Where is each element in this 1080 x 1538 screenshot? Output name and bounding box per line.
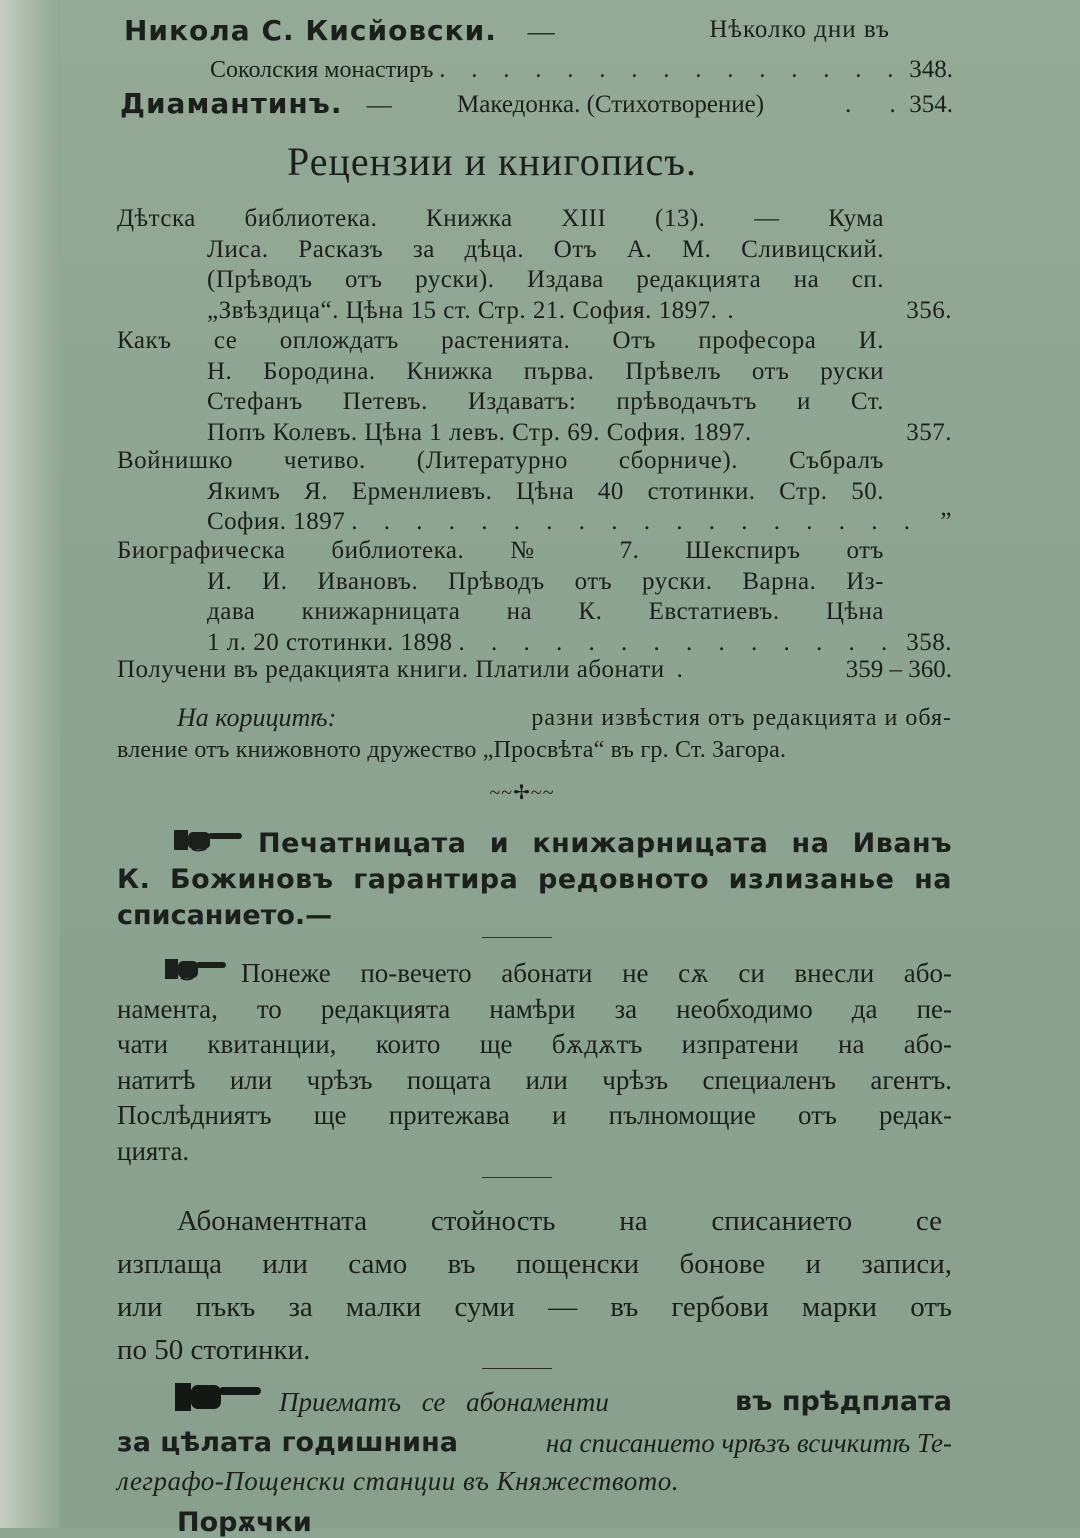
leader-dots — [439, 57, 903, 84]
notice-line: Приематъ се абонаменти — [279, 1387, 609, 1417]
notice-line: К. Божиновъ гарантира редовното излизанье на — [117, 864, 952, 895]
notice-line: Абонаментната стойность на списанието се — [177, 1205, 942, 1237]
covers-note — [117, 702, 952, 766]
leader-dots — [459, 628, 901, 659]
pointing-hand-icon — [165, 956, 227, 992]
review-line: Дѣтска библиотека. Книжка XIII (13). — Кума — [117, 205, 884, 232]
ornament-divider: ~~✢~~ — [489, 782, 555, 804]
toc-dash: — — [527, 16, 555, 46]
received-page: 359 – 360. — [845, 656, 952, 683]
review-entry — [117, 326, 952, 448]
pointing-hand-icon — [174, 826, 244, 862]
review-line: И. И. Ивановъ. Прѣводъ отъ руски. Варна. Из- — [207, 567, 884, 595]
review-line: 1 л. 20 стотинки. 1898 — [207, 628, 453, 656]
covers-text: разни извѣстия отъ редакцията и обя- — [531, 705, 952, 731]
notice-line: леграфо-Пощенски станции въ Княжеството. — [117, 1466, 680, 1496]
toc-dash: — — [366, 92, 392, 119]
notice-line: въ прѣдплата — [735, 1386, 952, 1417]
leader-dots-short: . . — [845, 91, 912, 118]
notice-line: изплаща или само въ пощенски бонове и записи, — [117, 1248, 952, 1280]
notice-line: или пъкъ за малки суми — въ гербови марки отъ — [117, 1291, 952, 1323]
notice-line: за цѣлата годишнина — [117, 1427, 458, 1458]
toc-author: Никола С. Кисйовски. — [124, 14, 497, 47]
review-line: Стефанъ Петевъ. Издаватъ: прѣводачътъ и Ст. — [207, 388, 884, 415]
section-rule — [482, 1177, 552, 1178]
review-line: Попъ Колевъ. Цѣна 1 левъ. Стр. 69. София. 1897. — [207, 418, 752, 446]
review-page: ” — [940, 508, 952, 535]
notice-line: Понеже по-вечето абонати не сѫ си внесли або- — [241, 958, 952, 988]
pointing-hand-icon — [175, 1380, 263, 1424]
toc-page: 348. — [909, 56, 953, 83]
review-line: Войнишко четиво. (Литературно сборниче). Събралъ — [117, 447, 884, 474]
review-line: Лиса. Расказъ за дѣца. Отъ А. М. Сливицский. — [207, 235, 884, 263]
received-text: Получени въ редакцията книги. Платили абонати — [117, 656, 665, 683]
review-line: „Звѣздица“. Цѣна 15 ст. Стр. 21. София. 1897. — [207, 296, 718, 324]
review-page: 357. — [906, 418, 952, 446]
leader-dots: . — [676, 656, 683, 683]
review-line: София. 1897 — [207, 508, 346, 535]
toc-entry — [120, 87, 953, 123]
section-rule — [482, 1368, 552, 1369]
review-entry — [117, 536, 952, 658]
received-entry — [117, 656, 952, 684]
review-line: Н. Бородина. Книжка първа. Прѣвелъ отъ руски — [207, 357, 884, 385]
toc-title: Македонка. (Стихотворение) — [457, 91, 765, 118]
review-page: 358. — [906, 628, 952, 656]
notice-subscriptions — [117, 1380, 952, 1500]
covers-label: На корицитѣ: — [177, 703, 337, 732]
notice-line: Печатницата и книжарницата на Иванъ — [258, 828, 952, 859]
toc-title: Нѣколко дни въ — [709, 16, 890, 43]
notice-line: списанието.— — [117, 900, 333, 931]
notice-payment — [117, 1200, 952, 1372]
review-line: Якимъ Я. Ерменлиевъ. Цѣна 40 стотинки. Стр. 50. — [207, 477, 884, 505]
notice-receipts — [117, 956, 952, 1169]
review-line: Биографическа библиотека. № 7. Шекспиръ отъ — [117, 537, 884, 564]
review-line: (Прѣводъ отъ руски). Издава редакцията на сп. — [207, 266, 884, 293]
covers-text: вление отъ книжовното дружество „Просвѣта“ въ гр. Ст. Загора. — [117, 737, 787, 763]
section-title: Рецензии и книгописъ. — [287, 139, 697, 184]
leader-dots — [351, 507, 934, 538]
notice-line: чати квитанции, които ще бѫдѫтъ изпратени на або- — [117, 1029, 952, 1059]
notice-line: по 50 стотинки. — [117, 1334, 311, 1366]
toc-title-cont: Соколския монастиръ — [210, 57, 434, 83]
section-rule — [482, 937, 552, 938]
page-margin-band — [0, 0, 60, 1528]
review-line: Какъ се оплождатъ растенията. Отъ професора И. — [117, 327, 884, 354]
notice-line: намента, то редакцията намѣри за необходимо да пе- — [117, 993, 952, 1024]
review-entry — [117, 446, 952, 538]
toc-entry-cont — [210, 56, 953, 84]
notice-line: Послѣдниятъ ще притежава и пълномощие отъ редак- — [117, 1100, 952, 1130]
toc-page: 354. — [909, 91, 953, 118]
notice-line: натитѣ или чрѣзъ пощата или чрѣзъ специаленъ агентъ. — [117, 1064, 952, 1095]
toc-entry — [124, 14, 890, 54]
leader-dots: . — [727, 296, 735, 324]
notice-line: на списанието чрѣзъ всичкитѣ Те- — [545, 1428, 952, 1458]
review-entry — [117, 204, 952, 326]
review-page: 356. — [906, 296, 952, 324]
review-line: дава книжарницата на К. Евстатиевъ. Цѣна — [207, 598, 884, 625]
cut-off-line: Порѫчки — [177, 1507, 312, 1538]
notice-printing — [117, 826, 952, 934]
notice-line: цията. — [117, 1135, 190, 1166]
toc-author: Диамантинъ. — [120, 87, 343, 120]
